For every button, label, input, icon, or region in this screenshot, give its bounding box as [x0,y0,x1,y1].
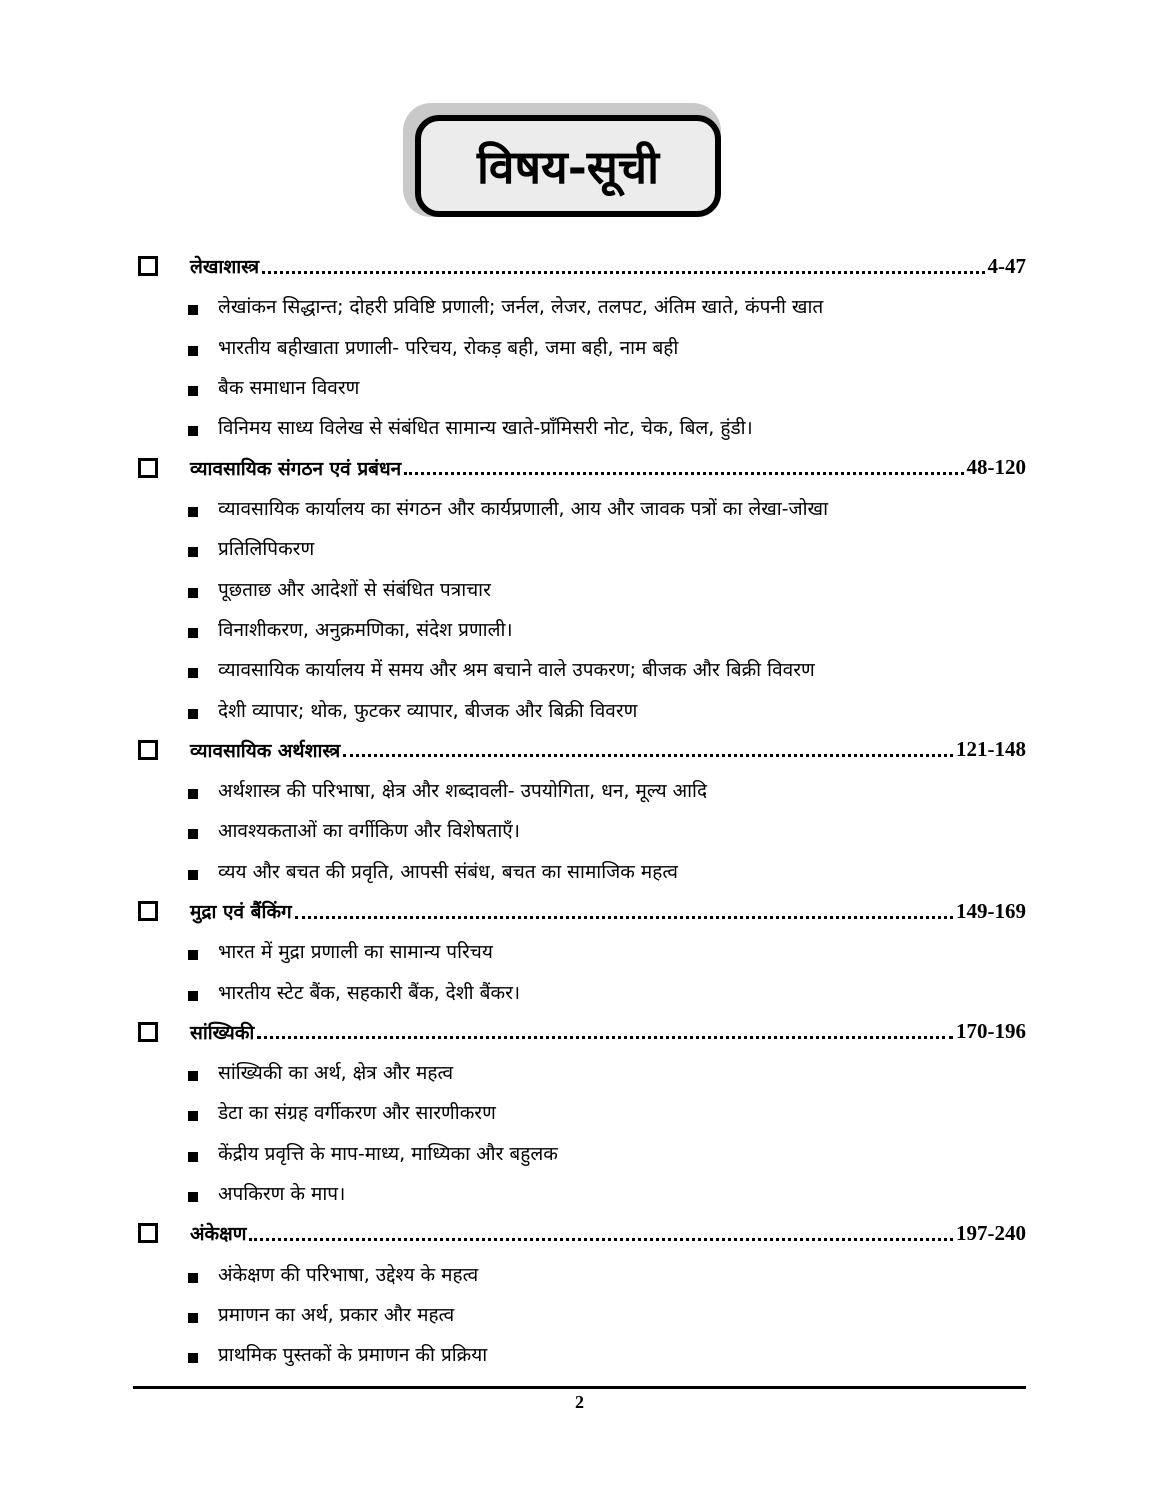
toc-section-heading[interactable] [138,1012,1026,1052]
square-bullet-icon [188,1313,198,1323]
toc-subitem [138,770,1026,810]
toc-section-heading[interactable] [138,448,1026,488]
page-title: विषय-सूची [476,140,660,194]
square-bullet-icon [188,547,198,557]
section-page-range: 149-169 [956,898,1026,923]
toc-subitem [138,1253,1026,1293]
toc-subitem [138,1133,1026,1173]
square-bullet-icon [188,305,198,315]
section-page-range: 170-196 [956,1019,1026,1044]
toc-subitem [138,1334,1026,1374]
title-frame [403,103,733,229]
checkbox-icon [138,458,158,478]
toc-subitem [138,971,1026,1011]
toc-subitem [138,488,1026,528]
square-bullet-icon [188,1273,198,1283]
checkbox-icon [138,901,158,921]
toc-subitem [138,326,1026,366]
toc-subitem [138,1092,1026,1132]
toc-section-heading[interactable] [138,730,1026,770]
title-box [415,115,721,217]
square-bullet-icon [188,991,198,1001]
square-bullet-icon [188,588,198,598]
section-title: व्यावसायिक अर्थशास्त्र [190,739,341,762]
square-bullet-icon [188,1152,198,1162]
section-page-range: 48-120 [966,455,1026,480]
toc-subitem [138,286,1026,326]
toc-subitem [138,690,1026,730]
subitem-text: अपकिरण के माप। [218,1183,346,1206]
checkbox-icon [138,1022,158,1042]
table-of-contents [138,246,1026,1375]
subitem-text: पूछताछ और आदेशों से संबंधित पत्राचार [218,578,491,601]
page-number: 2 [575,1392,584,1412]
square-bullet-icon [188,1071,198,1081]
section-title: अंकेक्षण [190,1223,247,1246]
subitem-text: व्यावसायिक कार्यालय का संगठन और कार्यप्रणाली, आय और जावक पत्रों का लेखा-जोखा [218,497,829,520]
section-page-range: 4-47 [987,253,1026,278]
checkbox-icon [138,1223,158,1243]
square-bullet-icon [188,346,198,356]
square-bullet-icon [188,709,198,719]
toc-subitem [138,528,1026,568]
square-bullet-icon [188,1111,198,1121]
section-page-range: 121-148 [956,737,1026,762]
square-bullet-icon [188,789,198,799]
section-title: मुद्रा एवं बैंकिंग [190,901,292,924]
square-bullet-icon [188,1353,198,1363]
toc-subitem [138,367,1026,407]
dot-leader [257,1036,953,1039]
toc-section-heading[interactable] [138,1213,1026,1253]
subitem-text: अर्थशास्त्र की परिभाषा, क्षेत्र और शब्दावली- उपयोगिता, धन, मूल्य आदि [218,780,708,803]
subitem-text: विनिमय साध्य विलेख से संबंधित सामान्य खाते-प्राँमिसरी नोट, चेक, बिल, हुंडी। [218,417,753,440]
dot-leader [262,271,984,274]
dot-leader [404,472,963,475]
toc-subitem [138,810,1026,850]
section-title: व्यावसायिक संगठन एवं प्रबंधन [190,457,402,480]
square-bullet-icon [188,668,198,678]
subitem-text: बैक समाधान विवरण [218,376,360,399]
toc-subitem [138,1052,1026,1092]
toc-subitem [138,1173,1026,1213]
toc-subitem [138,568,1026,608]
toc-subitem [138,609,1026,649]
square-bullet-icon [188,628,198,638]
subitem-text: भारतीय स्टेट बैंक, सहकारी बैंक, देशी बैंकर। [218,981,521,1004]
toc-subitem [138,1294,1026,1334]
square-bullet-icon [188,426,198,436]
toc-subitem [138,407,1026,447]
square-bullet-icon [188,829,198,839]
subitem-text: भारतीय बहीखाता प्रणाली- परिचय, रोकड़ बही, जमा बही, नाम बही [218,336,679,359]
section-title: सांख्यिकी [190,1021,255,1044]
toc-section-heading[interactable] [138,891,1026,931]
subitem-text: डेटा का संग्रह वर्गीकरण और सारणीकरण [218,1102,496,1125]
subitem-text: देशी व्यापार; थोक, फुटकर व्यापार, बीजक और बिक्री विवरण [218,699,638,722]
square-bullet-icon [188,950,198,960]
dot-leader [249,1238,953,1241]
subitem-text: केंद्रीय प्रवृत्ति के माप-माध्य, माध्यिका और बहुलक [218,1142,558,1165]
square-bullet-icon [188,386,198,396]
toc-section-heading[interactable] [138,246,1026,286]
square-bullet-icon [188,1192,198,1202]
toc-subitem [138,931,1026,971]
toc-subitem [138,851,1026,891]
subitem-text: विनाशीकरण, अनुक्रमणिका, संदेश प्रणाली। [218,618,513,641]
section-page-range: 197-240 [956,1220,1026,1245]
subitem-text: व्यावसायिक कार्यालय में समय और श्रम बचाने वाले उपकरण; बीजक और बिक्री विवरण [218,659,815,682]
subitem-text: प्रमाणन का अर्थ, प्रकार और महत्व [218,1304,455,1326]
subitem-text: सांख्यिकी का अर्थ, क्षेत्र और महत्व [218,1062,454,1085]
square-bullet-icon [188,870,198,880]
dot-leader [295,916,953,919]
subitem-text: प्रतिलिपिकरण [218,538,315,561]
checkbox-icon [138,256,158,276]
subitem-text: लेखांकन सिद्धान्त; दोहरी प्रविष्टि प्रणाली; जर्नल, लेजर, तलपट, अंतिम खाते, कंपनी खात [218,296,824,319]
checkbox-icon [138,740,158,760]
section-title: लेखाशास्त्र [190,256,260,278]
subitem-text: आवश्यकताओं का वर्गीकिण और विशेषताएँ। [218,820,520,843]
subitem-text: भारत में मुद्रा प्रणाली का सामान्य परिचय [218,941,493,964]
footer-divider [133,1386,1026,1389]
toc-subitem [138,649,1026,689]
subitem-text: अंकेक्षण की परिभाषा, उद्देश्य के महत्व [218,1263,479,1286]
subitem-text: प्राथमिक पुस्तकों के प्रमाणन की प्रक्रिया [218,1344,488,1367]
square-bullet-icon [188,507,198,517]
subitem-text: व्यय और बचत की प्रवृति, आपसी संबंध, बचत का सामाजिक महत्व [218,860,678,883]
dot-leader [343,754,953,757]
